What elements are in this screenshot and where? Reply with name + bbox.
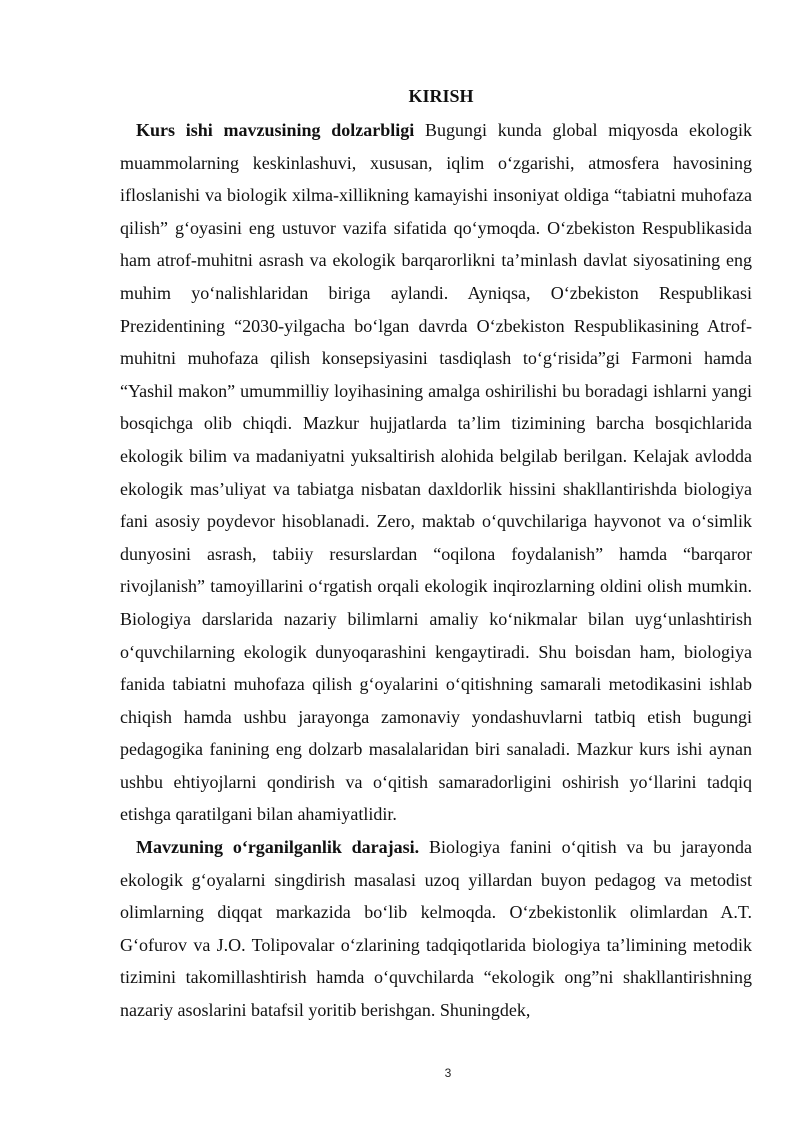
paragraph-lead: Kurs ishi mavzusining dolzarbligi	[136, 120, 415, 140]
page-number: 3	[444, 1066, 452, 1080]
paragraph-text: Biologiya fanini o‘qitish va bu jarayonda ekologik g‘oyalarni singdirish masalasi uzoq yillardan buyon pedagog va metodist olimlarning diqqat markazida bo‘lib kelmoqda. O‘zbekistonlik olimlardan A.T. G‘ofurov va J.O. Tolipovalar o‘zlarining tadqiqotlarida biologiya ta’limining metodik tizimini takomillashtirish hamda o‘quvchilarda “ekologik ong”ni shakllantirishning nazariy asoslarini batafsil yoritib berishgan. Shuningdek,	[120, 837, 753, 1021]
paragraph-study-level	[120, 831, 752, 1027]
paragraph-relevance	[120, 114, 752, 831]
paragraph-lead: Mavzuning o‘rganilganlik darajasi.	[136, 837, 420, 858]
paragraph-text: Bugungi kunda global miqyosda ekologik muammolarning keskinlashuvi, xususan, iqlim o‘zgarishi, atmosfera havosining ifloslanishi va biologik xilma-xillikning kamayishi insoniyat oldiga “tabiatni muhofaza qilish” g‘oyasini eng ustuvor vazifa sifatida qo‘ymoqda. O‘zbekiston Respublikasida ham atrof-muhitni asrash va ekologik barqarorlikni ta’minlash davlat siyosatining eng muhim yo‘nalishlaridan biriga aylandi. Ayniqsa, O‘zbekiston Respublikasi Prezidentining “2030-yilgacha bo‘lgan davrda O‘zbekiston Respublikasining Atrof-muhitni muhofaza qilish konsepsiyasini tasdiqlash to‘g‘risida”gi Farmoni hamda “Yashil makon” umummilliy loyihasining amalga oshirilishi bu boradagi ishlarni yangi bosqichga olib chiqdi. Mazkur hujjatlarda ta’lim tizimining barcha bosqichlarida ekologik bilim va madaniyatni yuksaltirish alohida belgilab berilgan. Kelajak avlodda ekologik mas’uliyat va tabiatga nisbatan daxldorlik hissini shakllantirishda biologiya fani asosiy poydevor hisoblanadi. Zero, maktab o‘quvchilariga hayvonot va o‘simlik dunyosini asrash, tabiiy resurslardan “oqilona foydalanish” hamda “barqaror rivojlanish” tamoyillarini o‘rgatish orqali ekologik inqirozlarning oldini olish mumkin. Biologiya darslarida nazariy bilimlarni amaliy ko‘nikmalar bilan uyg‘unlashtirish o‘quvchilarning ekologik dunyoqarashini kengaytiradi. Shu boisdan ham, biologiya fanida tabiatni muhofaza qilish g‘oyalarini o‘qitishning samarali metodikasini ishlab chiqish hamda ushbu jarayonga zamonaviy yondashuvlarni tatbiq etish bugungi pedagogika fanining eng dolzarb masalalaridan biri sanaladi. Mazkur kurs ishi aynan ushbu ehtiyojlarni qondirish va o‘qitish samaradorligini oshirish yo‘llarini tadqiq etishga qaratilgani bilan ahamiyatlidir.	[120, 120, 752, 825]
section-title: KIRISH	[408, 86, 474, 106]
document-page	[120, 84, 752, 1027]
